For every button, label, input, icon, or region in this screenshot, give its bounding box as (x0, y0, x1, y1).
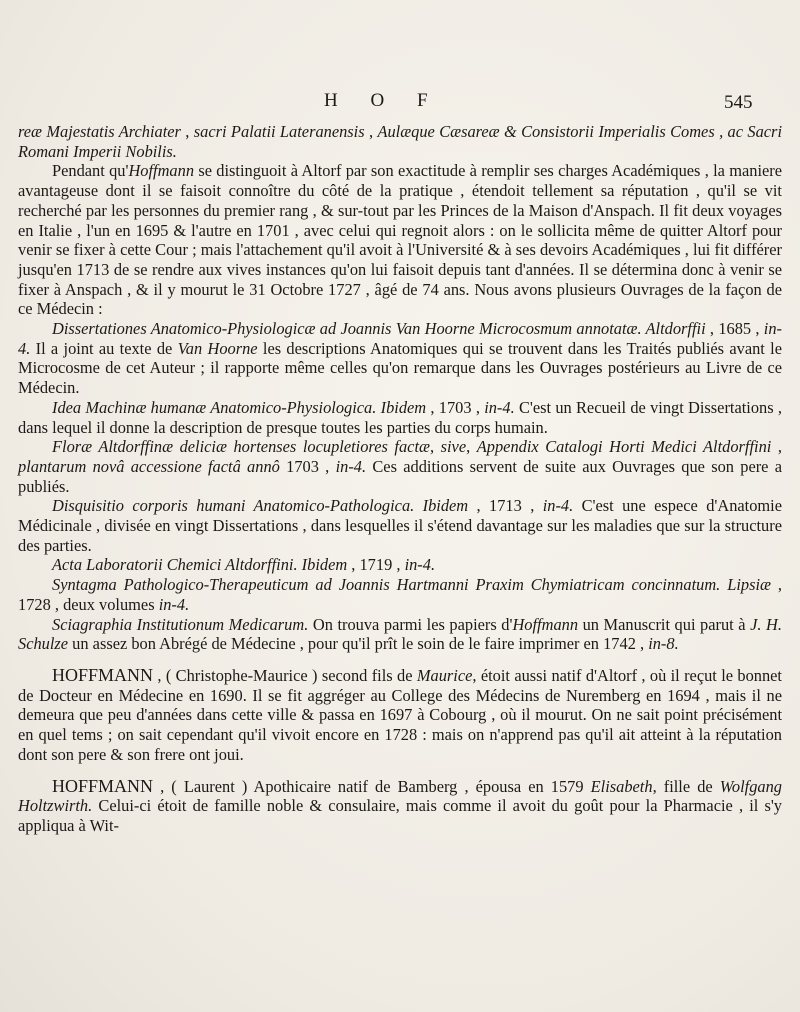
italic-text: Elisabeth (590, 776, 653, 796)
text-run: , (771, 437, 782, 457)
text-run: , 1685 , (705, 319, 764, 339)
biography-entry (18, 777, 782, 836)
italic-text: sacri Palatii Lateranensis (193, 122, 365, 141)
text-run: , fille de (652, 776, 720, 796)
paragraph (18, 319, 782, 398)
italic-text: in-4. (18, 319, 782, 358)
text-run: se distinguoit à Altorf par son exactitude à remplir ses charges Académiques , la maniere avantageuse dont il se faisoit connoître du côté de la pratique , étendoit tellement sa réputation , qu'il se vit recherché par les personnes du premier rang , & sur-tout par les Princes de la Maison d'Anspach. Il fit deux voyages en Italie , l'un en 1695 & l'autre en 1701 , avec celui qui regnoit alors : on le sollicita même de quitter Altorf pour venir se fixer à cette Cour ; mais l'attachement qu'il avoit à l'Université & à ses devoirs Académiques , lui fit différer jusqu'en 1713 de se rendre aux vives instances qu'on lui faisoit depuis tant d'années. Il se détermina donc à venir se fixer à Anspach , & il y mourut le 31 Octobre 1727 , âgé de 74 ans. Nous avons plusieurs Ouvrages de la façon de ce Médecin : (18, 161, 783, 319)
text-run: , 1703 , (426, 397, 485, 417)
italic-text: Van Hoorne (177, 338, 258, 358)
paragraph (18, 496, 782, 555)
italic-text: Sciagraphia Institutionum Medicarum. (52, 614, 309, 634)
italic-text: in-8. (648, 634, 679, 654)
paragraph (18, 615, 782, 654)
text-run: , 1728 , deux volumes (18, 575, 782, 614)
text-run: , étoit aussi natif d'Altorf , où il reçut le bonnet de Docteur en Médecine en 1690. Il se fit aggréger au College des Médecins de Nuremberg en 1694 , mais il ne demeura que peu d'années dans cette ville & passa en 1697 à Cobourg , où il mourut. On ne sait point précisément en quel tems ; on sait cependant qu'il vivoit encore en 1728 : mais on n'apprend pas qu'il ait atteint à la réputation dont son pere & son frere ont joui. (18, 665, 782, 764)
italic-text: J. H. Schulze (18, 614, 782, 654)
page-header (0, 90, 800, 120)
italic-text: sive (440, 437, 467, 457)
italic-text: reæ Majestatis Archiater (18, 122, 181, 141)
paragraph (18, 575, 782, 614)
text-run: On trouva parmi les papiers d' (308, 614, 513, 634)
italic-text: Floræ Altdorffinæ deliciæ hortenses locupletiores factæ (52, 437, 430, 457)
italic-text: in-4. (158, 594, 190, 614)
entry-heading: HOFFMANN (52, 664, 154, 685)
italic-text: Maurice (416, 665, 473, 685)
continuation-paragraph (18, 122, 782, 161)
text-run: Ces additions servent de suite aux Ouvrages que son pere a publiés. (18, 456, 783, 496)
text-run: un assez bon Abrégé de Médecine , pour qu'il prît le soin de le faire imprimer en 1742 , (68, 634, 649, 654)
text-run: , (429, 437, 441, 457)
text-run: , ( Laurent ) Apothicaire natif de Bamberg , épousa en 1579 (153, 776, 591, 796)
italic-text: Disquisitio corporis humani Anatomico-Pathologica. Ibidem (52, 496, 469, 516)
text-run: Pendant qu' (52, 161, 129, 181)
italic-text: Acta Laboratorii Chemici Altdorffini. Ibidem (52, 555, 348, 575)
paragraph (18, 555, 782, 575)
text-run: C'est un Recueil de vingt Dissertations , dans lequel il donne la description de presque toutes les parties du corps humain. (18, 397, 782, 437)
paragraph (18, 437, 782, 496)
text-run: 1703 , (279, 456, 336, 476)
italic-text: Idea Machinæ humanæ Anatomico-Physiologica. Ibidem (52, 397, 427, 417)
text-run: Il a joint au texte de (30, 338, 178, 358)
text-run: , (466, 437, 477, 457)
text-run: , ( Christophe-Maurice ) second fils de (153, 665, 417, 685)
italic-text: Syntagma Pathologico-Therapeuticum ad Joannis Hartmanni Praxim Chymiatricam concinnatum. Lipsiæ (52, 575, 771, 595)
text-run: , (364, 122, 378, 141)
text-run: Celui-ci étoit de famille noble & consulaire, mais comme il avoit du goût pour la Pharmacie , il s'y appliqua à Wit- (18, 796, 782, 835)
italic-text: in-4. (484, 397, 515, 417)
italic-text: Wolfgang Holtzwirth. (18, 776, 782, 816)
italic-text: in-4. (404, 555, 436, 575)
text-run: un Manuscrit qui parut à (578, 614, 751, 634)
italic-text: Appendix Catalogi Horti Medici Altdorffini (476, 437, 772, 457)
italic-text: in-4. (542, 496, 574, 516)
text-run: , 1719 , (347, 555, 405, 575)
biography-entry (18, 666, 782, 765)
text-run: , 1713 , (468, 496, 543, 516)
italic-text: Hoffmann (512, 614, 579, 634)
text-run: les descriptions Anatomiques qui se trouvent dans les Traités publiés avant le Microcosme de cet Auteur ; il rapporte même celles qu'on remarque dans les Ouvrages postérieurs au Livre de ce Médecin. (18, 338, 782, 398)
italic-text: Dissertationes Anatomico-Physiologicæ ad Joannis Van Hoorne Microcosmum annotatæ. Altdorffii (52, 319, 706, 339)
page-number: 545 (724, 92, 753, 113)
paragraph (18, 161, 782, 319)
italic-text: in-4. (335, 456, 367, 476)
entry-heading: HOFFMANN (52, 775, 154, 796)
italic-text: plantarum novâ accessione factâ annô (18, 456, 280, 476)
body-text (18, 122, 782, 836)
italic-text: Hoffmann (128, 161, 195, 181)
italic-text: Aulæque Cæsareæ & Consistorii Imperialis Comes , ac Sacri Romani Imperii Nobilis. (18, 122, 782, 161)
text-run: C'est une espece d'Anatomie Médicinale , divisée en vingt Dissertations , dans lesquelles il s'étend davantage sur les maladies que sur la structure des parties. (18, 496, 782, 555)
text-run: , (180, 122, 194, 141)
paragraph (18, 398, 782, 437)
running-title: H O F (324, 90, 442, 111)
